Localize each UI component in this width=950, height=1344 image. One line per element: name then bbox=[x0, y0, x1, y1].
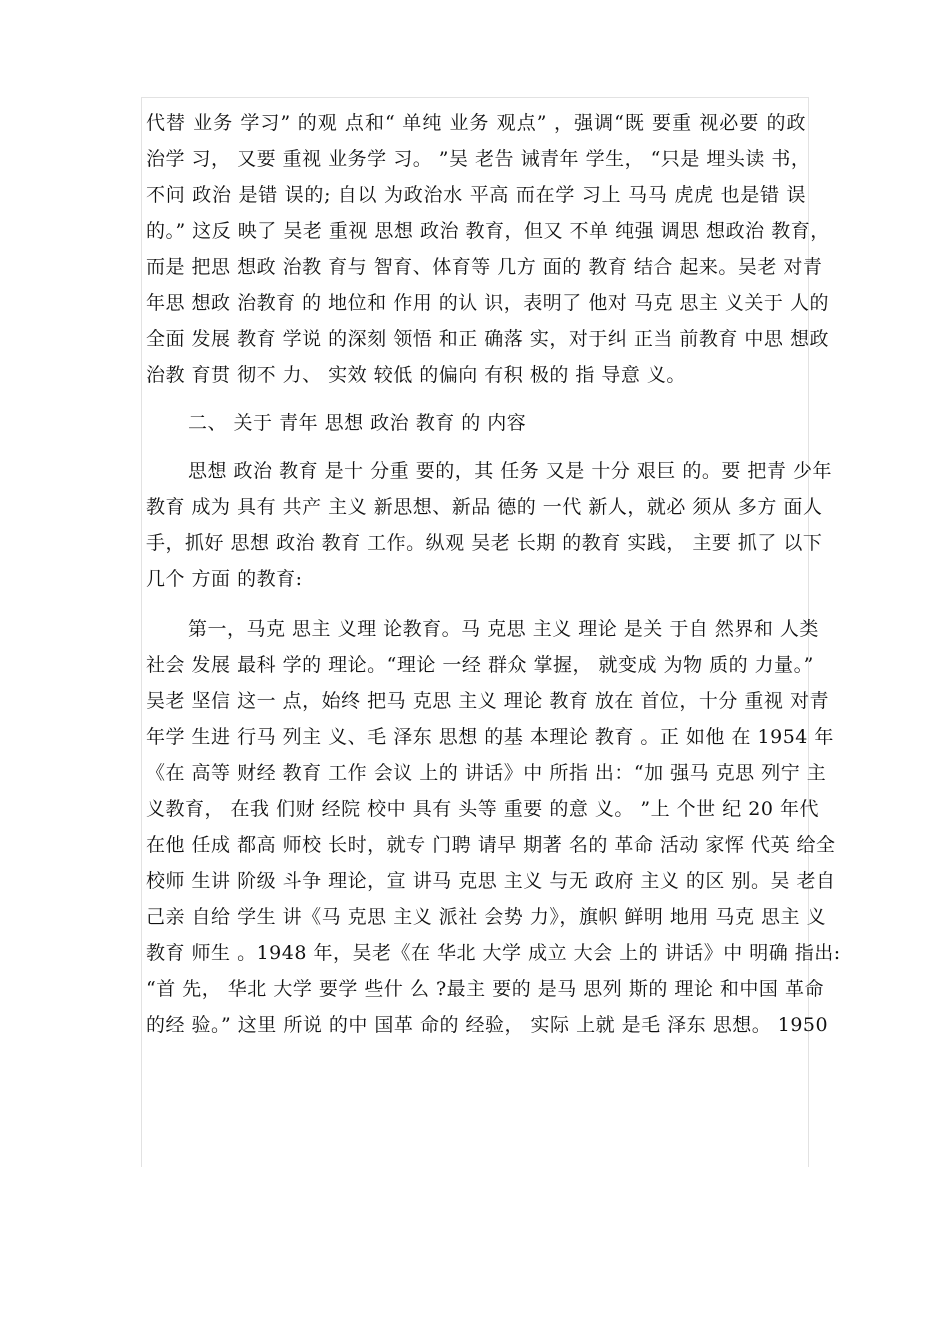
text-line: 年学 生进 行马 列主 义、毛 泽东 思想 的基 本理论 教育 。正 如他 在 1954 年 bbox=[146, 726, 834, 748]
text-line: 思想 政治 教育 是十 分重 要的，其 任务 又是 十分 艰巨 的。要 把青 少年 bbox=[188, 460, 832, 482]
text-line: 在他 任成 都高 师校 长时，就专 门聘 请早 期著 名的 革命 活动 家恽 代英 给全 bbox=[146, 834, 836, 856]
text-line: 治教 育贯 彻不 力、 实效 较低 的偏向 有积 极的 指 导意 义。 bbox=[146, 364, 686, 386]
text-line: “首 先， 华北 大学 要学 些什 么 ?最主 要的 是马 思列 斯的 理论 和中国 革命 bbox=[146, 978, 824, 1000]
text-line: 校师 生讲 阶级 斗争 理论，宣 讲马 克思 主义 与无 政府 主义 的区 别。吴 老自 bbox=[146, 870, 836, 892]
text-line: 年思 想政 治教育 的 地位和 作用 的认 识，表明了 他对 马克 思主 义关于 人的 bbox=[146, 292, 829, 314]
text-line: 吴老 坚信 这一 点，始终 把马 克思 主义 理论 教育 放在 首位，十分 重视 对青 bbox=[146, 690, 829, 712]
text-line: 治学 习， 又要 重视 业务学 习。 ”吴 老告 诫青年 学生， “只是 埋头读 书， bbox=[146, 148, 811, 170]
text-line: 代替 业务 学习” 的观 点和“ 单纯 业务 观点” ，强调“既 要重 视必要 的政 bbox=[146, 112, 806, 134]
text-line: 教育 师生 。1948 年，吴老《在 华北 大学 成立 大会 上的 讲话》中 明确 指出: bbox=[146, 942, 841, 964]
text-line: 第一，马克 思主 义理 论教育。马 克思 主义 理论 是关 于自 然界和 人类 bbox=[188, 618, 819, 640]
text-line: 社会 发展 最科 学的 理论。“理论 一经 群众 掌握， 就变成 为物 质的 力量。” bbox=[146, 654, 814, 676]
text-line: 己亲 自给 学生 讲《马 克思 主义 派社 会势 力》，旗帜 鲜明 地用 马克 思主 义 bbox=[146, 906, 827, 928]
text-line: 的。” 这反 映了 吴老 重视 思想 政治 教育，但又 不单 纯强 调思 想政治 教育， bbox=[146, 220, 830, 242]
section-heading: 二、 关于 青年 思想 政治 教育 的 内容 bbox=[188, 412, 527, 434]
text-line: 义教育， 在我 们财 经院 校中 具有 头等 重要 的意 义。 ”上 个世 纪 20 年代 bbox=[146, 798, 819, 820]
text-line: 不问 政治 是错 误的; 自以 为政治水 平高 而在学 习上 马马 虎虎 也是错 误 bbox=[146, 184, 806, 206]
text-line: 而是 把思 想政 治教 育与 智育、体育等 几方 面的 教育 结合 起来。吴老 对青 bbox=[146, 256, 823, 278]
text-line: 的经 验。” 这里 所说 的中 国革 命的 经验， 实际 上就 是毛 泽东 思想。 1950 bbox=[146, 1014, 829, 1036]
text-line: 《在 高等 财经 教育 工作 会议 上的 讲话》中 所指 出：“加 强马 克思 列宁 主 bbox=[146, 762, 827, 784]
text-line: 全面 发展 教育 学说 的深刻 领悟 和正 确落 实，对于纠 正当 前教育 中思 想政 bbox=[146, 328, 829, 350]
text-line: 教育 成为 具有 共产 主义 新思想、新品 德的 一代 新人，就必 须从 多方 面人 bbox=[146, 496, 823, 518]
text-line: 手，抓好 思想 政治 教育 工作。纵观 吴老 长期 的教育 实践， 主要 抓了 以下 bbox=[146, 532, 823, 554]
text-line: 几个 方面 的教育: bbox=[146, 568, 303, 590]
